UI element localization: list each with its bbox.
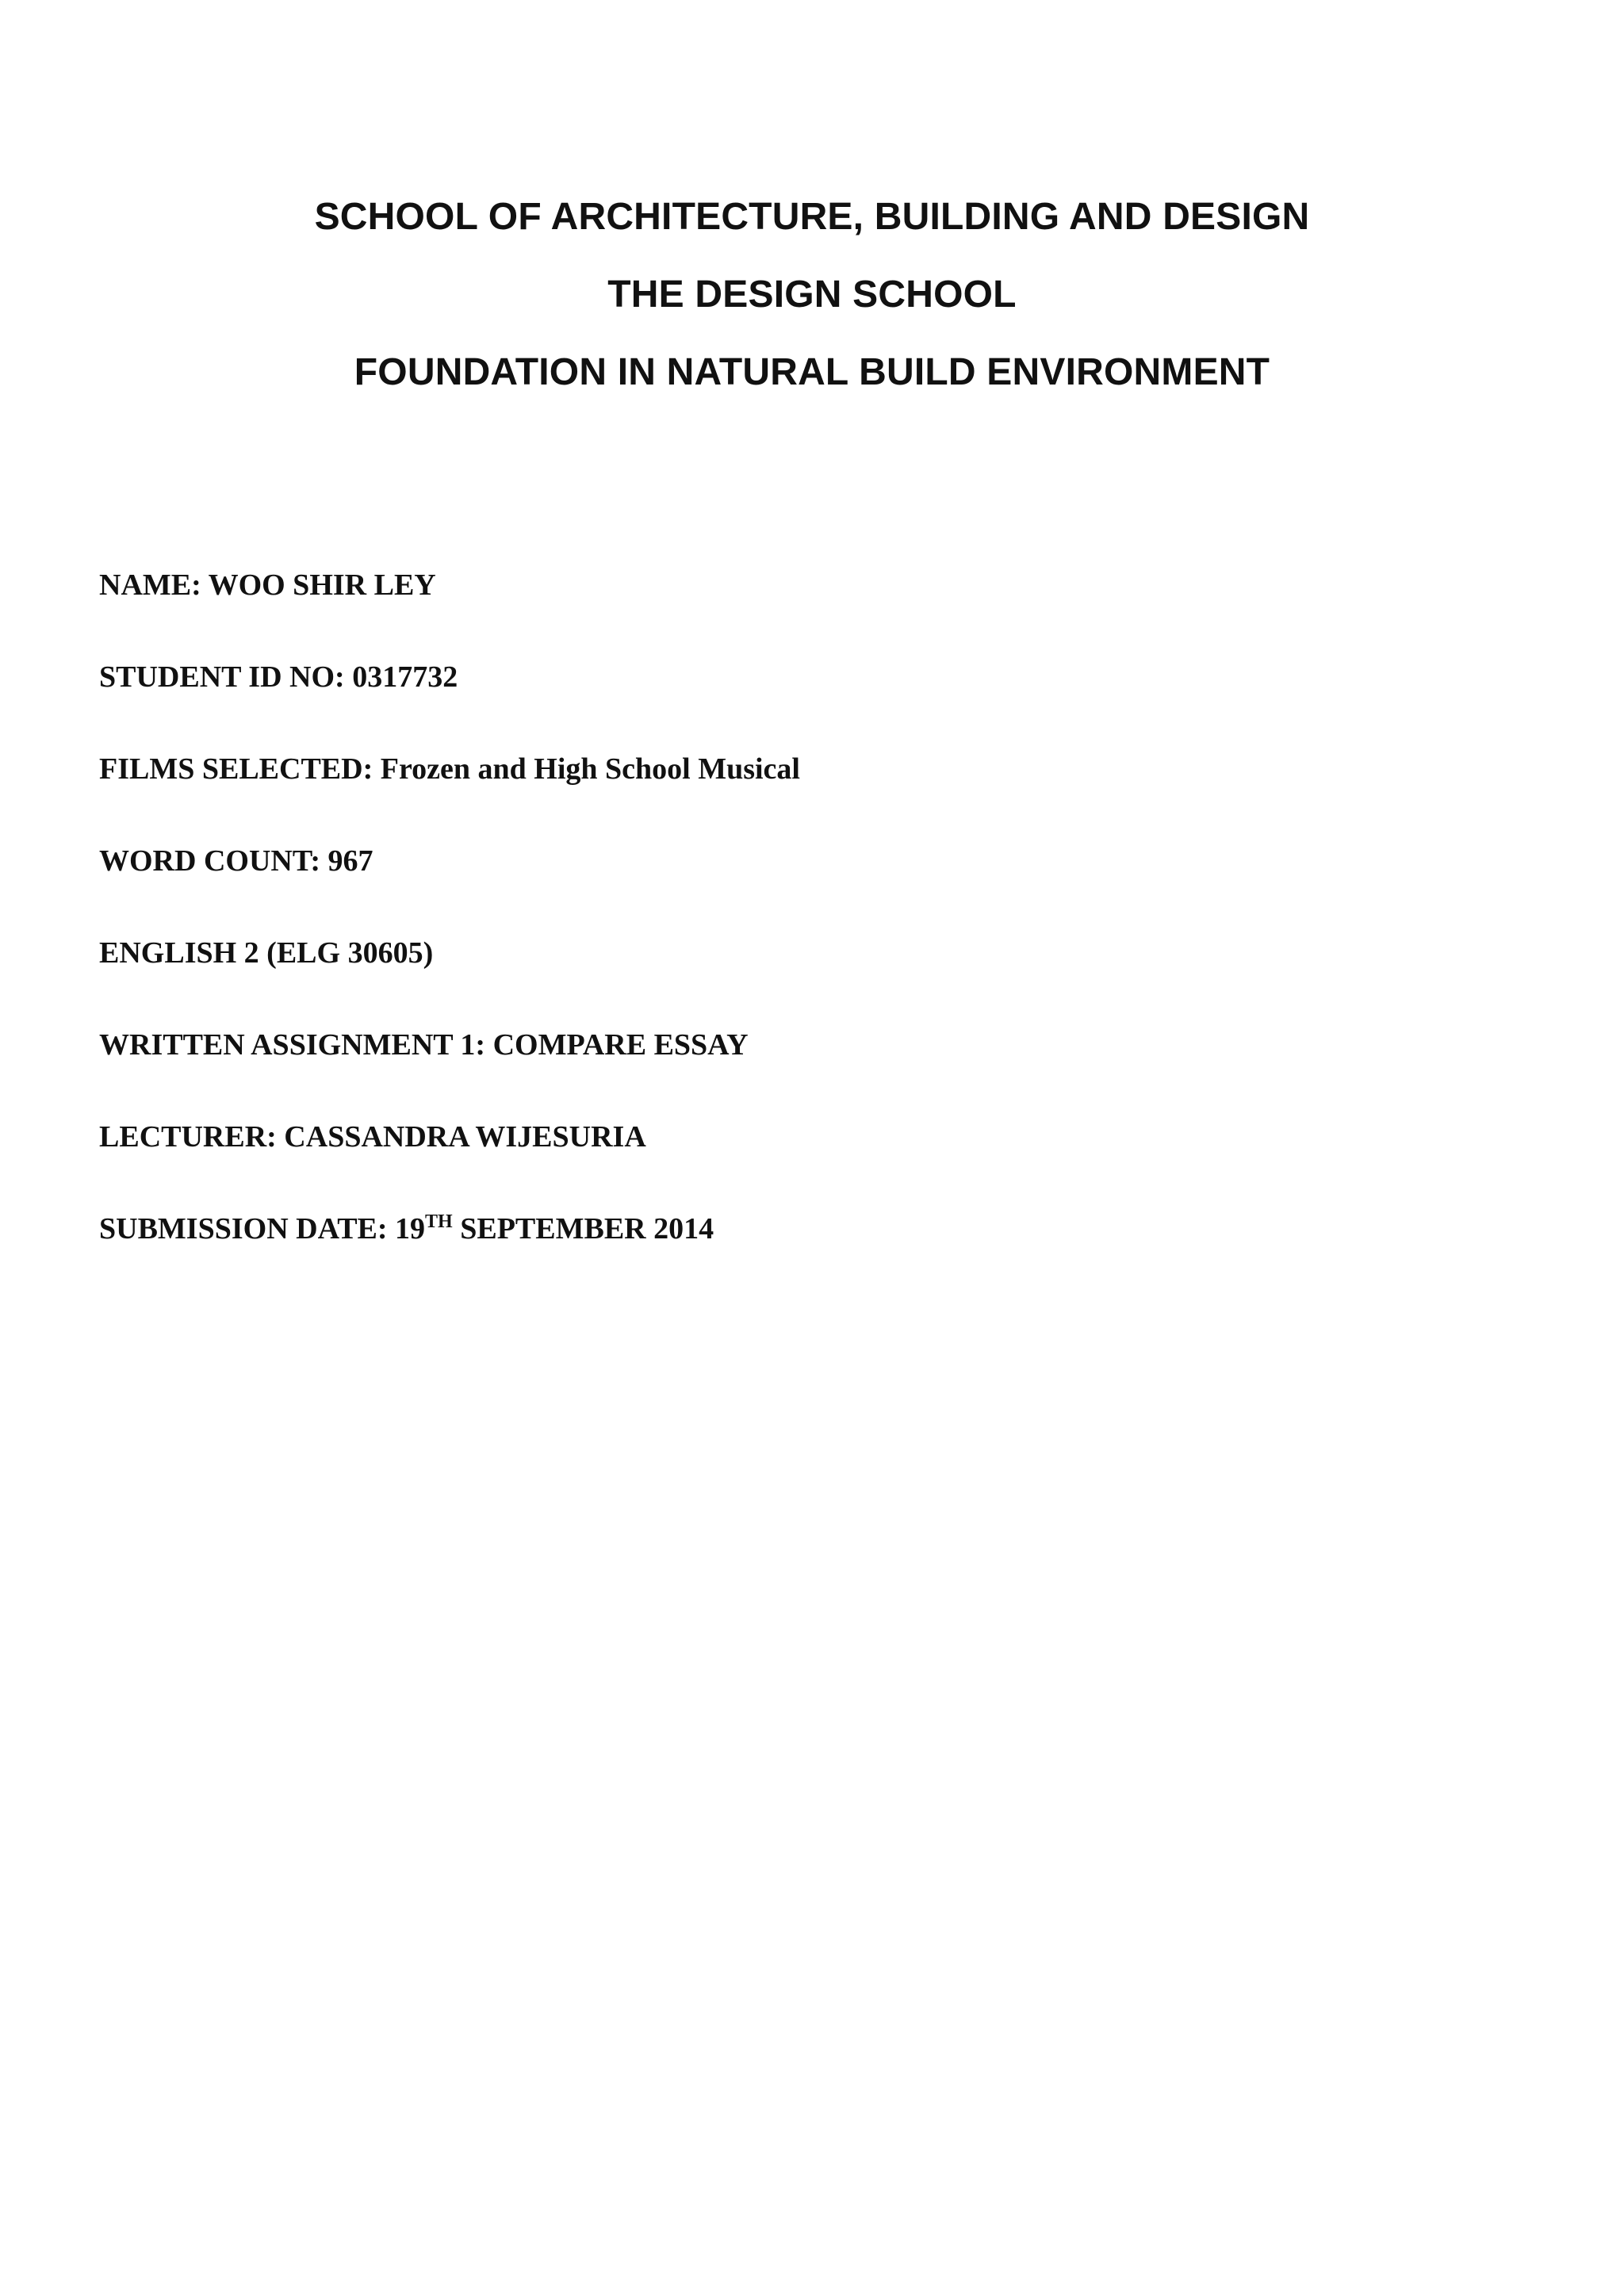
- student-id: STUDENT ID NO: 0317732: [99, 660, 458, 694]
- programme-title: FOUNDATION IN NATURAL BUILD ENVIRONMENT: [354, 351, 1270, 393]
- assignment-title: WRITTEN ASSIGNMENT 1: COMPARE ESSAY: [99, 1028, 749, 1062]
- word-count: WORD COUNT: 967: [99, 844, 373, 878]
- submission-date-prefix: SUBMISSION DATE: 19: [99, 1212, 426, 1246]
- submission-date: [99, 1211, 714, 1246]
- student-name: NAME: WOO SHIR LEY: [99, 568, 436, 602]
- films-selected: FILMS SELECTED: Frozen and High School Musical: [99, 752, 800, 786]
- submission-date-ordinal: TH: [425, 1211, 453, 1232]
- submission-date-suffix: SEPTEMBER 2014: [452, 1212, 714, 1246]
- school-title: SCHOOL OF ARCHITECTURE, BUILDING AND DESIGN: [314, 196, 1310, 238]
- course-code: ENGLISH 2 (ELG 30605): [99, 936, 434, 970]
- design-school-title: THE DESIGN SCHOOL: [607, 274, 1017, 316]
- lecturer-name: LECTURER: CASSANDRA WIJESURIA: [99, 1120, 646, 1154]
